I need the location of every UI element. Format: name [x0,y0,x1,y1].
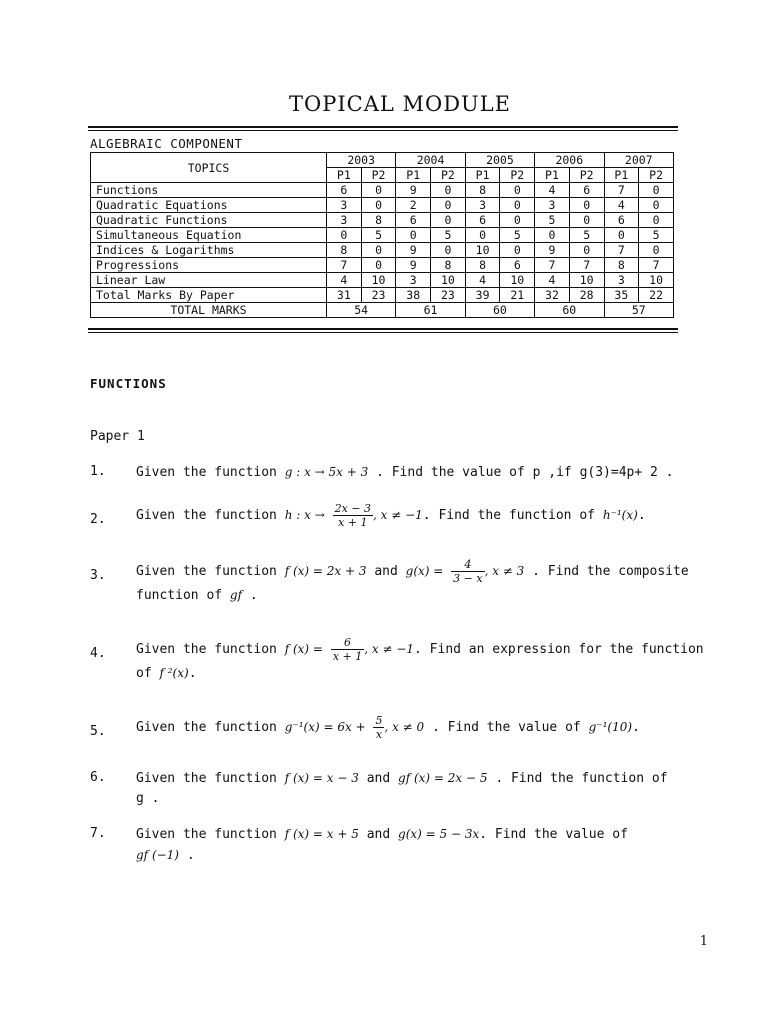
math-expression: g(x) = 5 − 3x [398,827,480,841]
mark-cell: 6 [500,258,535,273]
year-header: 2006 [535,153,604,168]
question-text: and [366,771,399,786]
mark-cell: 0 [500,243,535,258]
question-text: function of [136,588,230,603]
mark-cell: 6 [604,213,639,228]
table-row [91,198,674,213]
mark-cell: 6 [396,213,431,228]
topic-cell: Progressions [91,258,327,273]
question-text: of [136,666,160,681]
mark-cell: 2 [396,198,431,213]
table-row [91,243,674,258]
mark-cell: 0 [431,183,466,198]
mark-cell: 3 [465,198,500,213]
mark-cell: 3 [535,198,570,213]
mark-cell: 8 [327,243,362,258]
math-expression: , x ≠ 3 [484,564,525,578]
topics-header: TOPICS [91,153,327,183]
fraction [451,558,484,585]
mark-cell: 0 [569,243,604,258]
mark-cell: 0 [431,198,466,213]
question-text: Given the function [136,720,285,735]
mark-cell: 22 [639,288,674,303]
denominator: x + 1 [332,650,363,663]
mark-cell: 4 [535,273,570,288]
denominator: 3 − x [453,572,483,585]
math-expression: g : x → 5x + 3 [284,465,369,479]
question-text: . [632,720,640,735]
topic-cell: Simultaneous Equation [91,228,327,243]
question-number: 5. [90,724,106,739]
mark-cell: 6 [465,213,500,228]
question-text: . [637,508,646,523]
mark-cell: 0 [569,213,604,228]
paper-header: P1 [327,168,362,183]
mark-cell: 31 [327,288,362,303]
question-6 [90,768,714,812]
numerator: 6 [331,636,364,650]
question-text: Given the function [136,465,285,480]
mark-cell: 23 [361,288,396,303]
year-header: 2003 [327,153,396,168]
topic-cell: Quadratic Functions [91,213,327,228]
question-text: Given the function [136,508,285,523]
mark-cell: 8 [604,258,639,273]
mark-cell: 0 [569,198,604,213]
table-row [91,183,674,198]
mark-cell: 8 [431,258,466,273]
question-text: . Find the value of [479,827,628,842]
mark-cell: 0 [500,213,535,228]
year-header-row [91,153,674,168]
numerator: 2x − 3 [334,502,372,515]
table-row [91,258,674,273]
mark-cell: 28 [569,288,604,303]
total-marks-value: 60 [465,303,534,318]
divider-bottom [88,328,678,330]
topic-cell: Total Marks By Paper [91,288,327,303]
mark-cell: 7 [569,258,604,273]
mark-cell: 6 [327,183,362,198]
math-expression: h : x → [284,508,325,522]
mark-cell: 3 [604,273,639,288]
mark-cell: 9 [535,243,570,258]
question-text: . [188,666,197,681]
mark-cell: 38 [396,288,431,303]
mark-cell: 7 [604,243,639,258]
question-number: 1. [90,464,106,479]
mark-cell: 0 [361,198,396,213]
question-text: and [374,564,406,579]
mark-cell: 6 [569,183,604,198]
mark-cell: 0 [361,243,396,258]
mark-cell: 0 [327,228,362,243]
question-1 [90,462,714,484]
mark-cell: 0 [500,183,535,198]
mark-cell: 9 [396,183,431,198]
mark-cell: 7 [327,258,362,273]
mark-cell: 21 [500,288,535,303]
mark-cell: 0 [639,198,674,213]
topic-cell: Quadratic Equations [91,198,327,213]
question-text: and [366,827,399,842]
math-expression: f (x) = [284,642,323,656]
mark-cell: 10 [569,273,604,288]
mark-cell: 3 [396,273,431,288]
component-label: ALGEBRAIC COMPONENT [90,136,243,151]
paper-header: P2 [639,168,674,183]
question-text: . Find the composite [524,564,689,579]
mark-cell: 0 [361,258,396,273]
mark-cell: 8 [361,213,396,228]
total-marks-value: 60 [535,303,604,318]
marks-table [90,152,674,318]
mark-cell: 10 [465,243,500,258]
mark-cell: 0 [500,198,535,213]
question-text: Given the function [136,827,285,842]
question-number: 6. [90,770,106,785]
mark-cell: 4 [465,273,500,288]
topic-cell: Indices & Logarithms [91,243,327,258]
total-marks-row [91,303,674,318]
mark-cell: 0 [639,183,674,198]
paper-header: P1 [465,168,500,183]
mark-cell: 32 [535,288,570,303]
total-marks-value: 61 [396,303,465,318]
total-marks-value: 57 [604,303,674,318]
math-expression: f (x) = 2x + 3 [284,564,367,578]
question-text: g . [136,791,160,806]
question-text: . Find an expression for the function [414,642,704,657]
question-number: 3. [90,568,106,583]
mark-cell: 0 [639,213,674,228]
question-number: 4. [90,646,106,661]
mark-cell: 5 [569,228,604,243]
mark-cell: 0 [639,243,674,258]
divider-top-thin [88,130,678,131]
question-text: . [179,848,195,863]
paper-header: P2 [569,168,604,183]
year-header: 2004 [396,153,465,168]
math-expression: , x ≠ −1 [364,642,415,656]
divider-bottom-thin [88,332,678,333]
mark-cell: 4 [535,183,570,198]
question-text: Given the function [136,642,285,657]
fraction [331,636,364,663]
mark-cell: 4 [604,198,639,213]
math-expression: g⁻¹(x) = 6x + [284,720,366,734]
math-expression: f ²(x) [159,666,189,680]
math-expression: gf [229,588,243,602]
paper-header: P2 [500,168,535,183]
question-text: Given the function [136,564,285,579]
math-expression: gf (x) = 2x − 5 [398,771,488,785]
mark-cell: 10 [500,273,535,288]
math-expression: f (x) = x − 3 [284,771,359,785]
paper-header: P2 [361,168,396,183]
question-text: . [242,588,258,603]
question-4 [90,636,714,696]
mark-cell: 0 [535,228,570,243]
mark-cell: 9 [396,258,431,273]
question-text: . Find the value of [424,720,589,735]
mark-cell: 9 [396,243,431,258]
mark-cell: 0 [361,183,396,198]
divider-top [88,126,678,128]
denominator: x + 1 [338,516,368,529]
mark-cell: 3 [327,198,362,213]
paper-header: P1 [604,168,639,183]
denominator: x [375,728,383,741]
math-expression: g(x) = [405,564,444,578]
page-title: TOPICAL MODULE [288,92,512,116]
mark-cell: 10 [361,273,396,288]
mark-cell: 5 [431,228,466,243]
table-row [91,213,674,228]
year-header: 2005 [465,153,534,168]
question-number: 7. [90,826,106,841]
mark-cell: 7 [639,258,674,273]
math-expression: , x ≠ −1 [373,508,423,522]
math-expression: gf (−1) [136,848,179,862]
total-marks-label: TOTAL MARKS [91,303,327,318]
year-header: 2007 [604,153,674,168]
fraction [333,502,373,529]
mark-cell: 5 [639,228,674,243]
question-text: . Find the value of p ,if g(3)=4p+ 2 . [376,465,674,480]
mark-cell: 39 [465,288,500,303]
mark-cell: 0 [431,213,466,228]
mark-cell: 5 [535,213,570,228]
question-number: 2. [90,512,106,527]
mark-cell: 5 [500,228,535,243]
section-heading: FUNCTIONS [90,376,167,391]
math-expression: f (x) = x + 5 [284,827,359,841]
fraction [373,714,384,741]
question-text: Given the function [136,771,285,786]
total-marks-value: 54 [327,303,396,318]
mark-cell: 7 [535,258,570,273]
mark-cell: 8 [465,183,500,198]
mark-cell: 7 [604,183,639,198]
mark-cell: 23 [431,288,466,303]
mark-cell: 3 [327,213,362,228]
paper-header: P1 [535,168,570,183]
mark-cell: 0 [604,228,639,243]
mark-cell: 10 [431,273,466,288]
math-expression: g⁻¹(10) [588,720,633,734]
topic-cell: Functions [91,183,327,198]
mark-cell: 0 [431,243,466,258]
table-row [91,273,674,288]
paper-header: P1 [396,168,431,183]
mark-cell: 8 [465,258,500,273]
numerator: 5 [375,714,383,727]
page-number: 1 [699,934,708,949]
math-expression: , x ≠ 0 [384,720,425,734]
mark-cell: 10 [639,273,674,288]
mark-cell: 0 [465,228,500,243]
question-5 [90,714,714,754]
mark-cell: 4 [327,273,362,288]
table-row [91,288,674,303]
question-text: . Find the function of [495,771,668,786]
paper-label: Paper 1 [90,429,145,444]
question-text: . Find the function of [422,508,603,523]
question-2 [90,502,714,542]
table-row [91,228,674,243]
mark-cell: 0 [396,228,431,243]
paper-header: P2 [431,168,466,183]
question-7 [90,824,714,868]
numerator: 4 [451,558,484,572]
mark-cell: 35 [604,288,639,303]
mark-cell: 5 [361,228,396,243]
math-expression: h⁻¹(x) [602,508,638,522]
topic-cell: Linear Law [91,273,327,288]
question-3 [90,558,714,618]
